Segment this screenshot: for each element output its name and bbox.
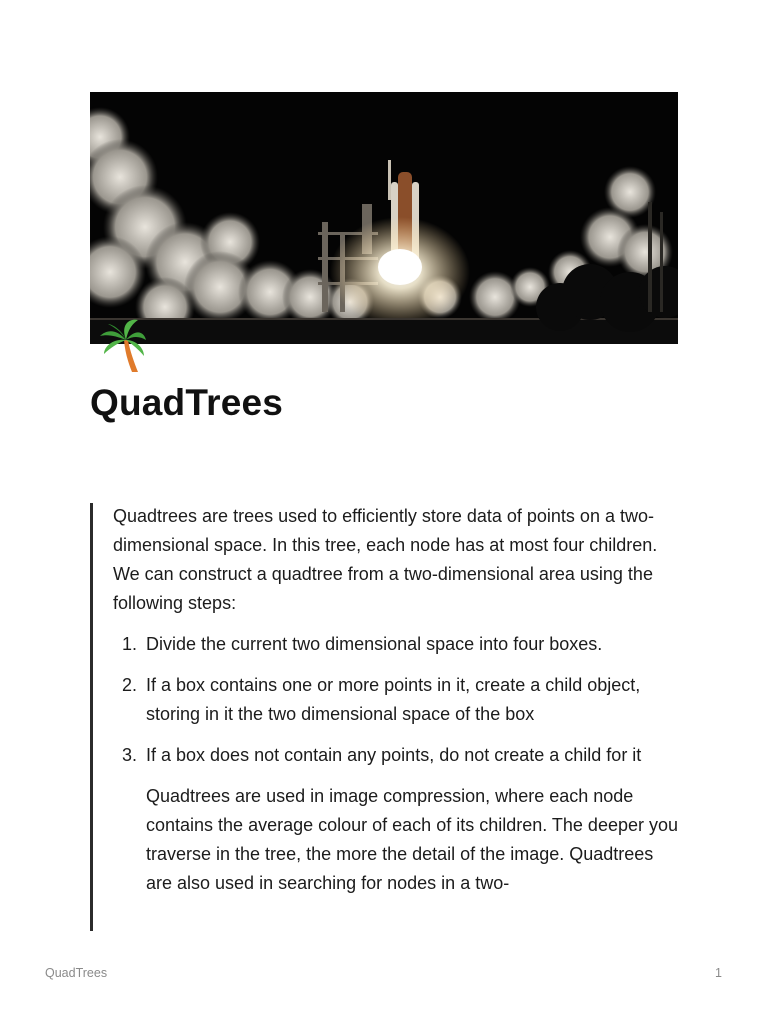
list-item — [113, 741, 680, 770]
list-item — [113, 671, 680, 729]
cover-image — [90, 92, 678, 344]
continuation-paragraph: Quadtrees are used in image compression, where each node contains the average colour of each of its children. The deeper you traverse in the tree, the more the detail of the image. Quadtrees are also used in searching for nodes in a two- — [146, 786, 679, 893]
list-item — [113, 630, 680, 659]
palm-tree-icon — [98, 318, 148, 374]
list-item-text: Divide the current two dimensional space into four boxes. — [146, 634, 603, 654]
rocket-launch-photo — [90, 92, 678, 344]
footer-page-number: 1 — [715, 966, 722, 980]
list-number: 2. — [122, 675, 138, 695]
intro-paragraph: Quadtrees are trees used to efficiently store data of points on a two-dimensional space. In this tree, each node has at most four children. We can construct a quadtree from a two-dimensional area using the following steps: — [113, 506, 658, 613]
page-title: QuadTrees — [90, 382, 284, 423]
list-number: 1. — [122, 634, 138, 654]
footer-doc-title: QuadTrees — [45, 966, 108, 980]
list-item-text: If a box contains one or more points in it, create a child object, storing in it the two dimensional space of the box — [146, 675, 641, 724]
list-item-text: If a box does not contain any points, do not create a child for it — [146, 745, 642, 765]
quote-block — [90, 503, 680, 931]
steps-list — [113, 630, 680, 770]
list-number: 3. — [122, 745, 138, 765]
